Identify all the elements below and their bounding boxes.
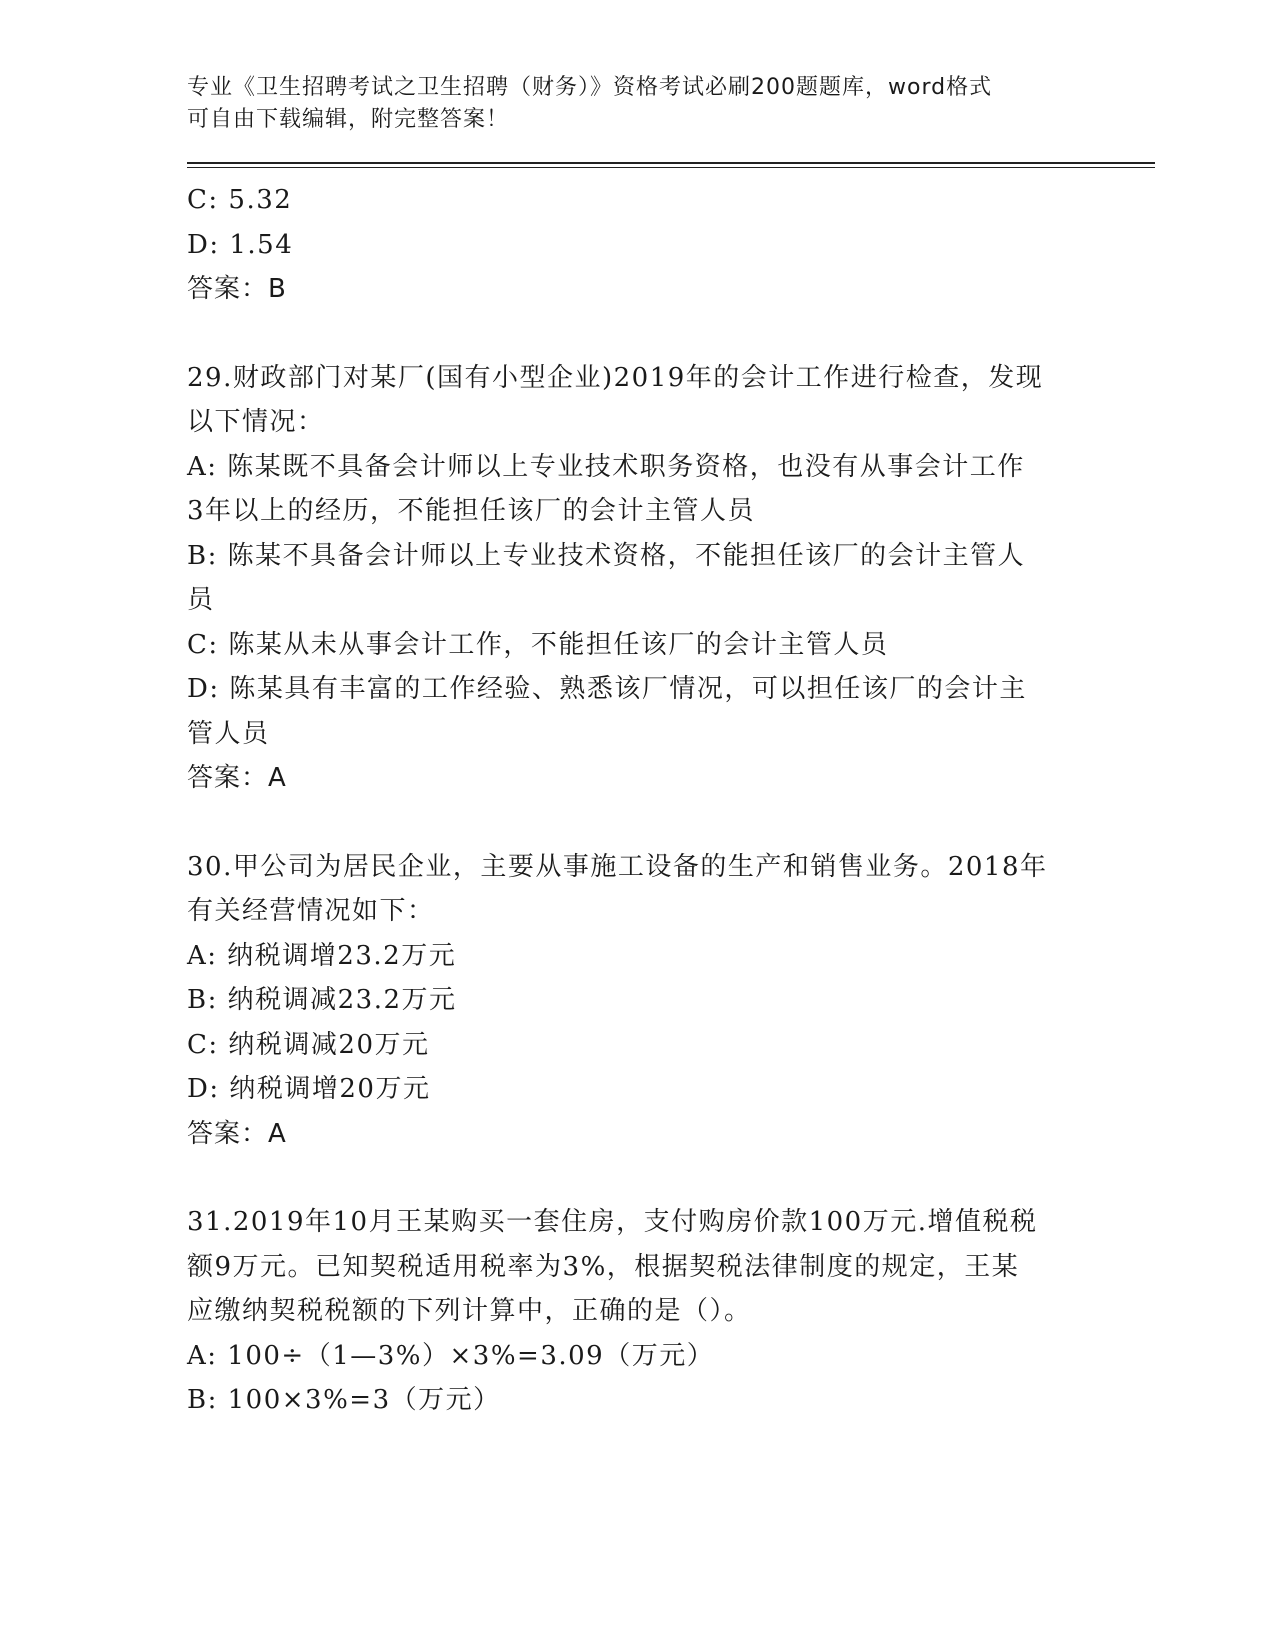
option-line: B: 100×3%=3（万元） [187,1385,501,1415]
question-stem: 有关经营情况如下： [187,896,435,926]
question-31 [187,1200,1087,1423]
spacer [187,1156,1087,1200]
question-stem: 额9万元。已知契税适用税率为3%，根据契税法律制度的规定，王某 [187,1251,1020,1282]
question-stem: 31.2019年10月王某购买一套住房，支付购房价款100万元.增值税税 [187,1207,1038,1237]
answer-label: 答案：A [187,1118,287,1149]
question-list [187,178,1087,1423]
option-line: A: 100÷（1—3%）×3%=3.09（万元） [187,1340,715,1371]
question-28-continued [187,178,1087,312]
option-line: D: 纳税调增20万元 [187,1074,431,1104]
option-line: D: 1.54 [187,229,294,260]
option-line: C: 纳税调减20万元 [187,1029,430,1060]
answer-label: 答案：A [187,763,287,793]
question-stem: 30.甲公司为居民企业，主要从事施工设备的生产和销售业务。2018年 [187,851,1048,882]
option-line: A: 陈某既不具备会计师以上专业技术职务资格，也没有从事会计工作 [187,451,1025,482]
divider-thick-line [187,162,1155,164]
document-header [187,72,1067,136]
header-line-2: 可自由下载编辑，附完整答案！ [187,107,510,132]
option-line: C: 5.32 [187,185,293,215]
spacer [187,801,1087,845]
header-line-1: 专业《卫生招聘考试之卫生招聘（财务）》资格考试必刷200题题库，word格式 [187,75,993,100]
answer-label: 答案：B [187,274,287,304]
option-line: B: 纳税调减23.2万元 [187,985,457,1015]
question-29 [187,356,1087,801]
question-30 [187,845,1087,1157]
spacer [187,312,1087,356]
header-divider [187,162,1155,168]
option-line: B: 陈某不具备会计师以上专业技术资格，不能担任该厂的会计主管人 [187,540,1026,571]
question-stem: 29.财政部门对某厂(国有小型企业)2019年的会计工作进行检查，发现 [187,362,1044,393]
document-page [187,72,1155,1423]
option-line: 管人员 [187,718,270,749]
option-line: C: 陈某从未从事会计工作，不能担任该厂的会计主管人员 [187,629,889,660]
option-line: 员 [187,585,215,615]
option-line: D: 陈某具有丰富的工作经验、熟悉该厂情况，可以担任该厂的会计主 [187,674,1027,704]
question-stem: 应缴纳契税税额的下列计算中，正确的是（）。 [187,1296,752,1326]
question-stem: 以下情况： [187,407,325,437]
option-line: A: 纳税调增23.2万元 [187,940,457,971]
option-line: 3年以上的经历，不能担任该厂的会计主管人员 [187,496,756,526]
divider-thin-line [187,167,1155,168]
